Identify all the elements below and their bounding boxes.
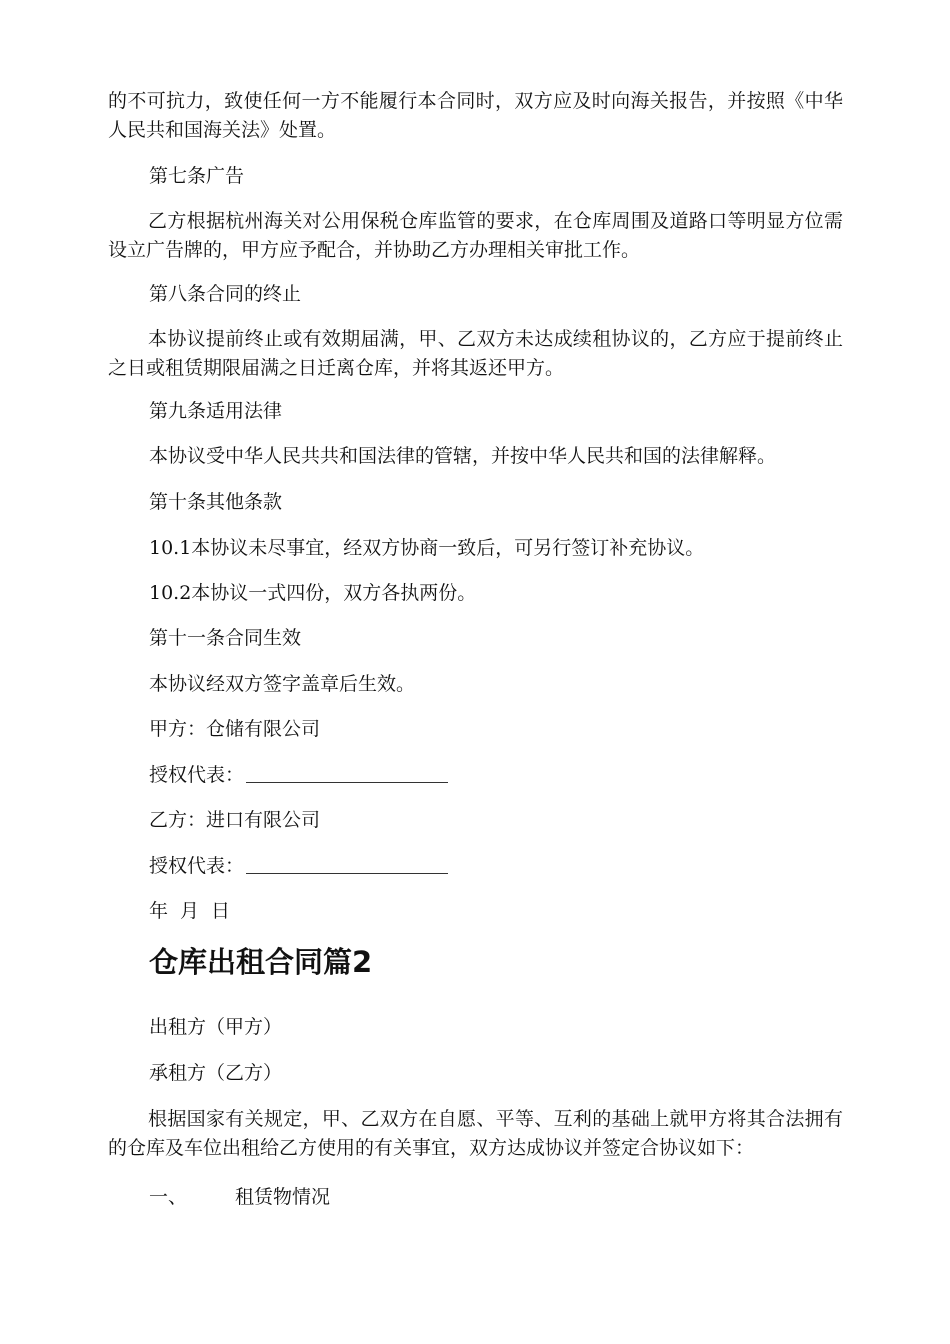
party-b-line: 乙方：进口有限公司: [149, 809, 321, 831]
representative-label: 授权代表：: [149, 855, 245, 877]
section-2-heading: 仓库出租合同篇2: [149, 945, 373, 979]
article-8-body: 本协议提前终止或有效期届满，甲、乙双方未达成续租协议的，乙方应于提前终止之日或租赁期限届满之日迁离仓库，并将其返还甲方。: [108, 328, 843, 379]
date-month: 月: [180, 900, 200, 922]
date-year: 年: [149, 900, 169, 922]
preamble-paragraph: 根据国家有关规定，甲、乙双方在自愿、平等、互利的基础上就甲方将其合法拥有的仓库及车位出租给乙方使用的有关事宜，双方达成协议并签定合协议如下：: [108, 1108, 843, 1159]
lessor-line: 出租方（甲方）: [149, 1016, 283, 1038]
representative-label: 授权代表：: [149, 764, 245, 786]
article-11-body: 本协议经双方签字盖章后生效。: [149, 673, 416, 695]
continuation-paragraph: 的不可抗力，致使任何一方不能履行本合同时，双方应及时向海关报告，并按照《中华人民共和国海关法》处置。: [108, 90, 843, 141]
item-1-title: 租赁物情况: [235, 1186, 331, 1208]
article-11-title: 第十一条合同生效: [149, 627, 302, 649]
party-b-representative: [149, 852, 448, 881]
signature-blank: [246, 764, 448, 783]
article-9-body: 本协议受中华人民共共和国法律的管辖，并按中华人民共和国的法律解释。: [149, 445, 777, 467]
party-a-representative: [149, 761, 448, 790]
item-1-number: 一、: [149, 1186, 188, 1208]
article-8-title: 第八条合同的终止: [149, 283, 302, 305]
article-10-clause-1: 10.1本协议未尽事宜，经双方协商一致后，可另行签订补充协议。: [149, 537, 705, 559]
item-1-heading: [149, 1183, 330, 1212]
date-day: 日: [211, 900, 231, 922]
article-7-body: 乙方根据杭州海关对公用保税仓库监管的要求，在仓库周围及道路口等明显方位需设立广告牌的，甲方应予配合，并协助乙方办理相关审批工作。: [108, 210, 843, 261]
signature-blank: [246, 855, 448, 874]
lessee-line: 承租方（乙方）: [149, 1062, 283, 1084]
date-line: [149, 897, 230, 926]
article-7-title: 第七条广告: [149, 165, 245, 187]
article-10-clause-2: 10.2本协议一式四份，双方各执两份。: [149, 582, 477, 604]
party-a-line: 甲方：仓储有限公司: [149, 718, 321, 740]
article-10-title: 第十条其他条款: [149, 491, 283, 513]
article-9-title: 第九条适用法律: [149, 400, 283, 422]
